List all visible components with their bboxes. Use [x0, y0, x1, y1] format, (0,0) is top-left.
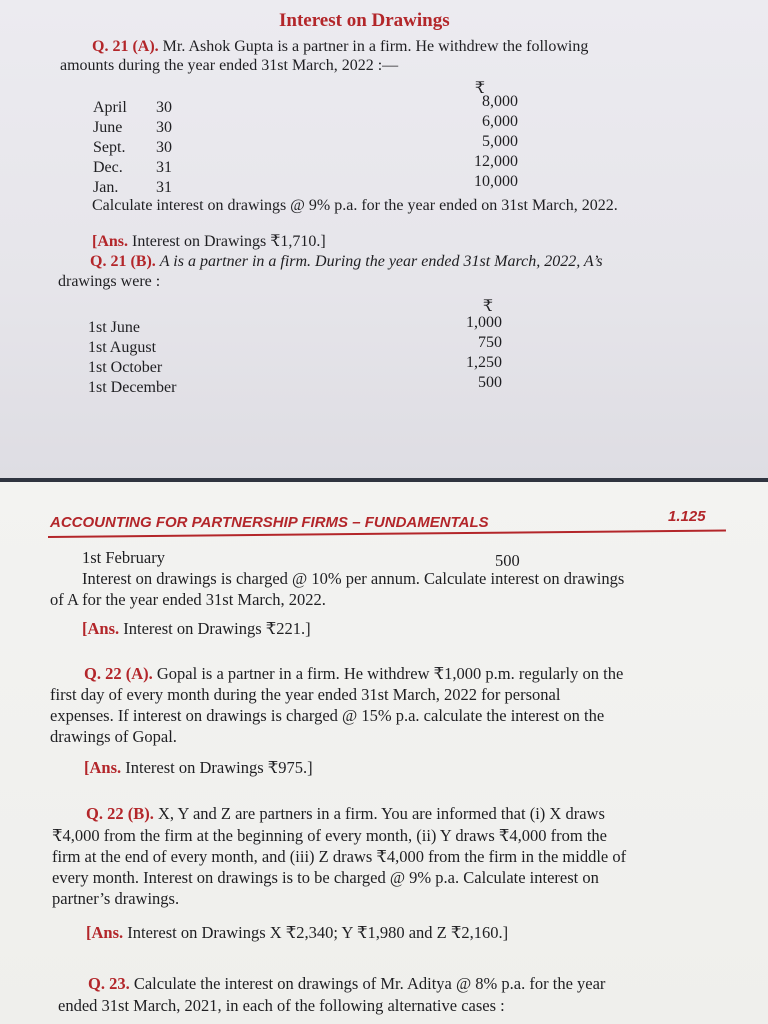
- bottom-page: [0, 482, 768, 1024]
- q21a-currency: ₹: [474, 80, 486, 97]
- q22a-label: Q. 22 (A).: [84, 664, 153, 683]
- date-cell: 1st June: [88, 319, 140, 336]
- q22a-line4: drawings of Gopal.: [50, 727, 177, 746]
- feb-amount: 500: [495, 551, 520, 570]
- amount-cell: 10,000: [474, 173, 518, 190]
- month-cell: Dec.: [93, 159, 123, 176]
- answer-text: Interest on Drawings ₹975.]: [125, 758, 313, 777]
- q23-text: [88, 974, 605, 994]
- answer-label: [Ans.: [92, 233, 129, 250]
- day-cell: 30: [156, 139, 172, 156]
- page-number: 1.125: [668, 508, 706, 525]
- q22a-line1: Gopal is a partner in a firm. He withdrew ₹1,000 p.m. regularly on the: [156, 664, 624, 683]
- amount-cell: 6,000: [482, 113, 518, 130]
- month-cell: April: [93, 99, 127, 116]
- q22b-line3: firm at the end of every month, and (iii) Z draws ₹4,000 from the firm in the middle of: [52, 847, 627, 866]
- q22b-text: [86, 804, 605, 824]
- answer-label: [Ans.: [82, 619, 120, 638]
- day-cell: 30: [156, 99, 172, 116]
- q21b-line1: A is a partner in a firm. During the year ended 31st March, 2022, A’s: [159, 253, 603, 270]
- amount-cell: 750: [478, 334, 502, 351]
- amount-cell: 1,000: [466, 314, 502, 331]
- date-cell: 1st August: [88, 339, 157, 356]
- q22b-line1: X, Y and Z are partners in a firm. You are informed that (i) X draws: [157, 804, 605, 823]
- q23-label: Q. 23.: [88, 974, 130, 993]
- amount-cell: 500: [478, 374, 502, 391]
- day-cell: 30: [156, 119, 172, 136]
- q21b-line2: drawings were :: [58, 273, 161, 290]
- amount-cell: 12,000: [474, 153, 518, 170]
- amount-cell: 5,000: [482, 133, 518, 150]
- top-page: [0, 0, 768, 478]
- amount-cell: 8,000: [482, 93, 518, 110]
- q21b-answer: [82, 619, 311, 639]
- date-cell: 1st October: [88, 359, 163, 376]
- section-title: Interest on Drawings: [279, 10, 450, 31]
- day-cell: 31: [156, 159, 172, 176]
- q21a-text: [92, 38, 588, 56]
- q21b-cont-line1: Interest on drawings is charged @ 10% per annum. Calculate interest on drawings: [82, 569, 625, 588]
- table-row: [93, 99, 127, 117]
- month-cell: June: [93, 119, 123, 136]
- month-cell: Sept.: [93, 139, 126, 156]
- date-cell: 1st December: [88, 379, 177, 396]
- q22a-answer: [84, 758, 313, 778]
- q21a-label: Q. 21 (A).: [92, 38, 159, 55]
- day-cell: 31: [156, 179, 172, 196]
- q22b-line2: ₹4,000 from the firm at the beginning of every month, (ii) Y draws ₹4,000 from the: [52, 826, 607, 845]
- q21a-answer: [92, 231, 326, 251]
- q23-line2: ended 31st March, 2021, in each of the following alternative cases :: [58, 996, 505, 1015]
- answer-text: Interest on Drawings ₹221.]: [123, 619, 311, 638]
- q23-line1: Calculate the interest on drawings of Mr. Aditya @ 8% p.a. for the year: [133, 974, 606, 993]
- q22a-line2: first day of every month during the year ended 31st March, 2022 for personal: [50, 685, 561, 704]
- running-header: ACCOUNTING FOR PARTNERSHIP FIRMS – FUNDAMENTALS: [50, 514, 489, 531]
- q21b-currency: ₹: [482, 298, 494, 315]
- q21b-cont-line2: of A for the year ended 31st March, 2022.: [50, 590, 326, 609]
- q22b-line5: partner’s drawings.: [52, 889, 180, 908]
- answer-text: Interest on Drawings X ₹2,340; Y ₹1,980 and Z ₹2,160.]: [127, 923, 509, 942]
- amount-cell: 1,250: [466, 354, 502, 371]
- q22b-answer: [86, 923, 508, 943]
- q22a-text: [84, 664, 623, 684]
- q21a-instruction: Calculate interest on drawings @ 9% p.a. for the year ended on 31st March, 2022.: [92, 197, 618, 214]
- q22b-line4: every month. Interest on drawings is to be charged @ 9% p.a. Calculate interest on: [52, 868, 599, 887]
- month-cell: Jan.: [93, 179, 119, 196]
- answer-label: [Ans.: [86, 923, 124, 942]
- q21a-line2: amounts during the year ended 31st March, 2022 :—: [60, 57, 399, 74]
- answer-text: Interest on Drawings ₹1,710.]: [132, 233, 326, 250]
- q22b-label: Q. 22 (B).: [86, 804, 154, 823]
- q22a-line3: expenses. If interest on drawings is charged @ 15% p.a. calculate the interest on the: [50, 706, 605, 725]
- feb-date: 1st February: [82, 548, 165, 567]
- answer-label: [Ans.: [84, 758, 122, 777]
- q21a-line1: Mr. Ashok Gupta is a partner in a firm. He withdrew the following: [162, 38, 589, 55]
- q21b-label: Q. 21 (B).: [90, 253, 156, 270]
- q21b-text: [90, 253, 603, 271]
